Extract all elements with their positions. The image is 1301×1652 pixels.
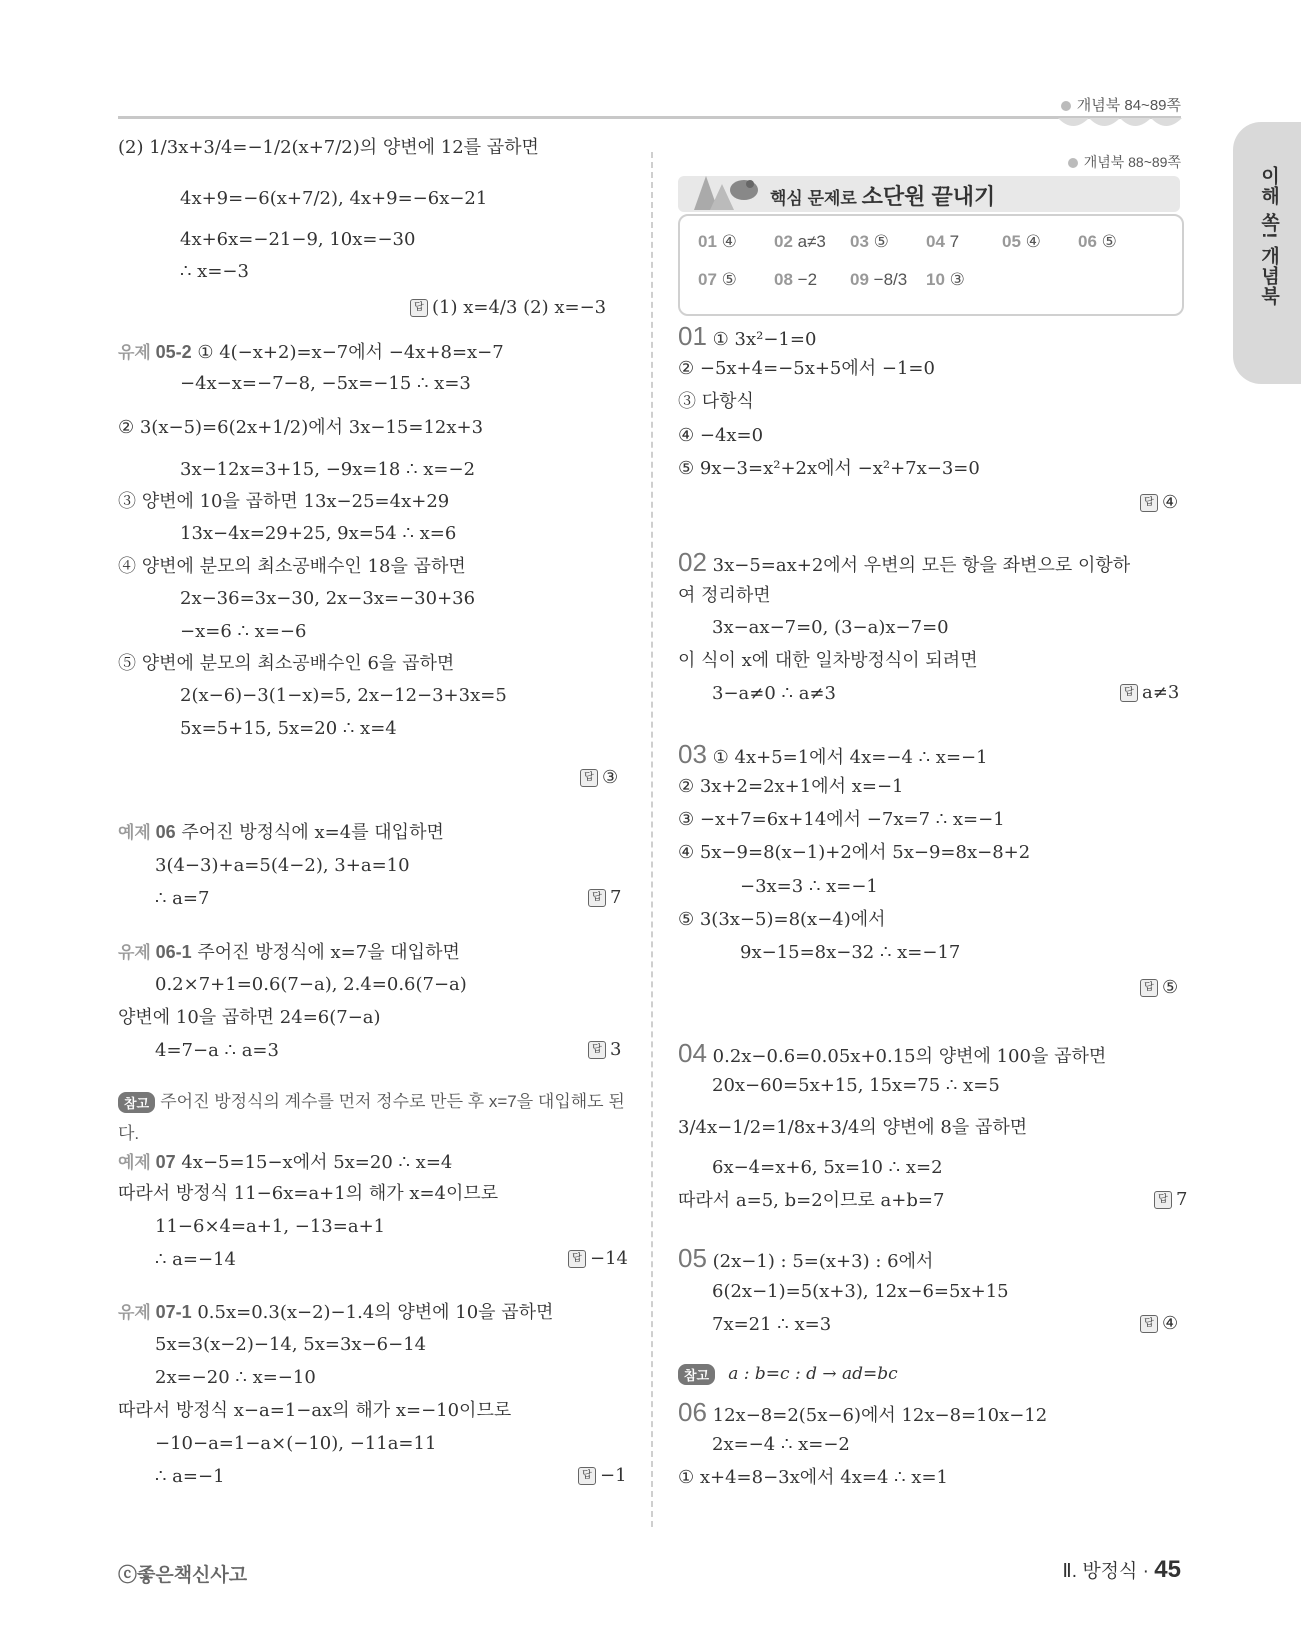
section-banner (678, 176, 1180, 212)
side-tab-label: 이해 쏙! 개념북 (1258, 166, 1279, 306)
right-line (678, 1466, 948, 1490)
left-line (118, 490, 449, 514)
equation-text: 2(x−6)−3(1−x)=5, 2x−12−3+3x=5 (180, 685, 507, 706)
equation-text: ∴ a=−14 (155, 1249, 236, 1270)
left-line (118, 940, 460, 965)
left-line (180, 620, 306, 644)
answer-icon: 답 (1140, 494, 1158, 512)
tree-bird-icon (684, 164, 764, 214)
answer-grid-item: 09 −8/3 (850, 270, 908, 289)
equation-text: 이 식이 x에 대한 일차방정식이 되려면 (678, 650, 978, 671)
answer-mark: 답 −14 (568, 1248, 628, 1269)
equation-text: ④ 양변에 분모의 최소공배수인 18을 곱하면 (118, 556, 466, 577)
right-line (740, 875, 878, 899)
right-line (678, 357, 935, 381)
left-line (118, 340, 504, 365)
right-line (678, 908, 886, 932)
left-line (118, 1399, 511, 1423)
equation-text: ④ 5x−9=8(x−1)+2에서 5x−9=8x−8+2 (678, 842, 1031, 863)
right-line (712, 1313, 831, 1337)
equation-text: ② −5x+4=−5x+5에서 −1=0 (678, 358, 935, 379)
answer-mark: 답 7 (588, 887, 621, 908)
answer-mark: 답 −1 (578, 1465, 627, 1486)
answer-icon: 답 (410, 299, 428, 317)
right-line (712, 1433, 850, 1457)
equation-text: −10−a=1−a×(−10), −11a=11 (155, 1433, 437, 1454)
equation-text: ① 4x+5=1에서 4x=−4 ∴ x=−1 (712, 747, 988, 768)
equation-text: 4=7−a ∴ a=3 (155, 1040, 279, 1061)
answer-icon: 답 (1120, 684, 1138, 702)
note-box-2 (678, 1362, 898, 1386)
answer-mark: 답 7 (1154, 1189, 1187, 1210)
equation-text: ∴ x=−3 (180, 261, 249, 282)
equation-text: 6x−4=x+6, 5x=10 ∴ x=2 (712, 1157, 943, 1178)
right-line (678, 649, 978, 673)
left-line (180, 458, 475, 482)
equation-text: −x=6 ∴ x=−6 (180, 621, 307, 642)
bullet-icon (1068, 158, 1078, 168)
equation-text: 따라서 a=5, b=2이므로 a+b=7 (678, 1190, 945, 1211)
answer-mark: 답 ③ (580, 767, 618, 788)
left-line (155, 1465, 225, 1489)
left-line (155, 1366, 316, 1390)
answer-icon: 답 (568, 1250, 586, 1268)
equation-text: ∴ a=7 (155, 888, 210, 909)
answer-icon: 답 (1140, 1315, 1158, 1333)
left-line (155, 1333, 426, 1357)
answer-mark: 답 ⑤ (1140, 977, 1178, 998)
right-line (678, 424, 763, 448)
left-line (180, 522, 456, 546)
left-line (155, 1039, 279, 1063)
scallop-decoration (1058, 118, 1182, 132)
note-text-cont: 다. (118, 1124, 140, 1143)
right-line (712, 1156, 943, 1180)
answer-grid-item: 08 −2 (774, 270, 818, 289)
equation-text: 양변에 10을 곱하면 24=6(7−a) (118, 1007, 381, 1028)
equation-text: 11−6×4=a+1, −13=a+1 (155, 1216, 386, 1237)
left-line (180, 187, 487, 211)
right-line (678, 808, 1005, 832)
answer-icon: 답 (1154, 1191, 1172, 1209)
answer-grid-item: 01 ④ (698, 232, 737, 251)
equation-text: 주어진 방정식에 x=4를 대입하면 (181, 822, 444, 843)
equation-text: ② 3x+2=2x+1에서 x=−1 (678, 776, 904, 797)
equation-text: 5x=3(x−2)−14, 5x=3x−6−14 (155, 1334, 427, 1355)
equation-text: ① 4(−x+2)=x−7에서 −4x+8=x−7 (197, 342, 504, 363)
problem-number: 02 (678, 547, 707, 577)
left-line (180, 372, 471, 396)
problem-number: 04 (678, 1038, 707, 1068)
banner-title: 핵심 문제로 소단원 끝내기 (770, 184, 996, 209)
equation-text: ④ −4x=0 (678, 425, 764, 446)
right-line (678, 457, 980, 481)
problem-label: 유제 05-2 (118, 342, 192, 362)
right-page-reference: 개념북 88~89쪽 (1068, 152, 1181, 172)
answer-grid-item: 05 ④ (1002, 232, 1041, 251)
problem-label: 유제 07-1 (118, 1302, 192, 1322)
equation-text: (2) 1/3x+3/4=−1/2(x+7/2)의 양변에 12를 곱하면 (118, 137, 539, 158)
equation-text: 4x−5=15−x에서 5x=20 ∴ x=4 (181, 1152, 453, 1173)
answer-grid-item: 03 ⑤ (850, 232, 889, 251)
answer-grid-item: 02 a≠3 (774, 232, 826, 251)
right-line (678, 584, 771, 608)
left-line (155, 854, 410, 878)
left-line (118, 1006, 381, 1030)
problem-label: 예제 06 (118, 822, 176, 842)
side-tab[interactable] (1233, 122, 1301, 384)
right-line (678, 841, 1030, 865)
equation-text: ③ 양변에 10을 곱하면 13x−25=4x+29 (118, 491, 450, 512)
equation-text: 0.5x=0.3(x−2)−1.4의 양변에 10을 곱하면 (197, 1302, 554, 1323)
right-line (678, 739, 988, 770)
equation-text: 3−a≠0 ∴ a≠3 (712, 683, 836, 704)
equation-text: 따라서 방정식 x−a=1−ax의 해가 x=−10이므로 (118, 1400, 512, 1421)
left-line (180, 717, 397, 741)
problem-number: 01 (678, 321, 707, 351)
right-line (678, 1397, 1048, 1428)
left-line (155, 1248, 236, 1272)
left-line (118, 136, 539, 160)
right-line (678, 390, 754, 414)
equation-text: 4x+9=−6(x+7/2), 4x+9=−6x−21 (180, 188, 488, 209)
left-line (180, 228, 415, 252)
equation-text: 주어진 방정식에 x=7을 대입하면 (197, 942, 460, 963)
answer-mark: 답 ④ (1140, 1313, 1178, 1334)
equation-text: 13x−4x=29+25, 9x=54 ∴ x=6 (180, 523, 457, 544)
equation-text: 7x=21 ∴ x=3 (712, 1314, 832, 1335)
answer-mark: 답 ④ (1140, 492, 1178, 513)
equation-text: ③ 다항식 (678, 391, 754, 412)
equation-text: −4x−x=−7−8, −5x=−15 ∴ x=3 (180, 373, 471, 394)
answer-grid-item: 04 7 (926, 232, 960, 251)
left-line (180, 260, 249, 284)
equation-text: 3/4x−1/2=1/8x+3/4의 양변에 8을 곱하면 (678, 1117, 1028, 1138)
right-line (678, 547, 1131, 578)
answer-grid-item: 06 ⑤ (1078, 232, 1117, 251)
left-line (155, 1215, 385, 1239)
left-line (118, 820, 444, 845)
answer-grid-item: 10 ③ (926, 270, 965, 289)
equation-text: 0.2x−0.6=0.05x+0.15의 양변에 100을 곱하면 (712, 1046, 1107, 1067)
problem-label: 예제 07 (118, 1152, 176, 1172)
equation-text: 3(4−3)+a=5(4−2), 3+a=10 (155, 855, 410, 876)
equation-text: 9x−15=8x−32 ∴ x=−17 (740, 942, 961, 963)
page-reference: 개념북 84~89쪽 (1061, 94, 1181, 115)
answer-mark: 답 3 (588, 1039, 621, 1060)
column-divider (651, 152, 653, 1527)
problem-number: 03 (678, 739, 707, 769)
top-rule (118, 116, 1181, 119)
left-line (118, 1300, 553, 1325)
right-line (678, 1189, 944, 1213)
right-line (678, 775, 903, 799)
equation-text: 5x=5+15, 5x=20 ∴ x=4 (180, 718, 397, 739)
equation-text: ① 3x²−1=0 (712, 329, 817, 350)
left-line (155, 1432, 436, 1456)
answer-mark: 답 (1) x=4/3 (2) x=−3 (410, 297, 606, 318)
equation-text: ∴ a=−1 (155, 1466, 225, 1487)
equation-text: 0.2×7+1=0.6(7−a), 2.4=0.6(7−a) (155, 974, 467, 995)
right-line (712, 1074, 1000, 1098)
right-line (712, 1280, 1009, 1304)
page-number: 45 (1154, 1556, 1181, 1583)
equation-text: ① x+4=8−3x에서 4x=4 ∴ x=1 (678, 1467, 948, 1488)
left-line (118, 1150, 452, 1175)
left-line (180, 587, 475, 611)
left-line (118, 416, 483, 440)
equation-text: 2x=−20 ∴ x=−10 (155, 1367, 316, 1388)
equation-text: 20x−60=5x+15, 15x=75 ∴ x=5 (712, 1075, 1000, 1096)
right-line (678, 1038, 1107, 1069)
equation-text: (2x−1) : 5=(x+3) : 6에서 (712, 1251, 934, 1272)
answer-icon: 답 (580, 769, 598, 787)
right-line (712, 682, 836, 706)
answer-icon: 답 (588, 1041, 606, 1059)
right-line (678, 1116, 1027, 1140)
left-line (118, 652, 454, 676)
answer-icon: 답 (1140, 979, 1158, 997)
answer-icon: 답 (578, 1467, 596, 1485)
problem-label: 유제 06-1 (118, 942, 192, 962)
left-line (180, 684, 507, 708)
answer-icon: 답 (588, 889, 606, 907)
equation-text: 6(2x−1)=5(x+3), 12x−6=5x+15 (712, 1281, 1009, 1302)
note-label: 참고 (678, 1364, 715, 1385)
problem-number: 06 (678, 1397, 707, 1427)
note-text: a : b=c : d → ad=bc (728, 1364, 898, 1384)
right-line (678, 1243, 934, 1274)
equation-text: 2x−36=3x−30, 2x−3x=−30+36 (180, 588, 476, 609)
answer-grid-item: 07 ⑤ (698, 270, 737, 289)
equation-text: 3x−12x=3+15, −9x=18 ∴ x=−2 (180, 459, 476, 480)
note-box (118, 1087, 630, 1144)
equation-text: 4x+6x=−21−9, 10x=−30 (180, 229, 416, 250)
left-line (155, 887, 209, 911)
equation-text: ⑤ 9x−3=x²+2x에서 −x²+7x−3=0 (678, 458, 980, 479)
equation-text: ⑤ 3(3x−5)=8(x−4)에서 (678, 909, 886, 930)
left-line (118, 555, 466, 579)
equation-text: 2x=−4 ∴ x=−2 (712, 1434, 850, 1455)
bullet-icon (1061, 101, 1071, 111)
publisher-logo: ⓒ좋은책신사고 (118, 1565, 248, 1586)
equation-text: 따라서 방정식 11−6x=a+1의 해가 x=4이므로 (118, 1183, 499, 1204)
note-text: 주어진 방정식의 계수를 먼저 정수로 만든 후 x=7을 대입해도 된 (160, 1092, 625, 1111)
equation-text: ⑤ 양변에 분모의 최소공배수인 6을 곱하면 (118, 653, 455, 674)
equation-text: 3x−5=ax+2에서 우변의 모든 항을 좌변으로 이항하 (712, 555, 1131, 576)
left-line (118, 1182, 498, 1206)
equation-text: 12x−8=2(5x−6)에서 12x−8=10x−12 (712, 1405, 1048, 1426)
left-line (155, 973, 467, 997)
equation-text: 3x−ax−7=0, (3−a)x−7=0 (712, 617, 949, 638)
answer-mark: 답 a≠3 (1120, 682, 1179, 703)
equation-text: 여 정리하면 (678, 585, 771, 606)
problem-number: 05 (678, 1243, 707, 1273)
right-line (740, 941, 960, 965)
right-line (712, 616, 949, 640)
note-label: 참고 (118, 1092, 155, 1113)
equation-text: ③ −x+7=6x+14에서 −7x=7 ∴ x=−1 (678, 809, 1005, 830)
equation-text: −3x=3 ∴ x=−1 (740, 876, 878, 897)
answer-grid-box (678, 214, 1184, 316)
page-footer: Ⅱ. 방정식 · 45 (1062, 1556, 1181, 1583)
equation-text: ② 3(x−5)=6(2x+1/2)에서 3x−15=12x+3 (118, 417, 484, 438)
right-line (678, 321, 817, 352)
